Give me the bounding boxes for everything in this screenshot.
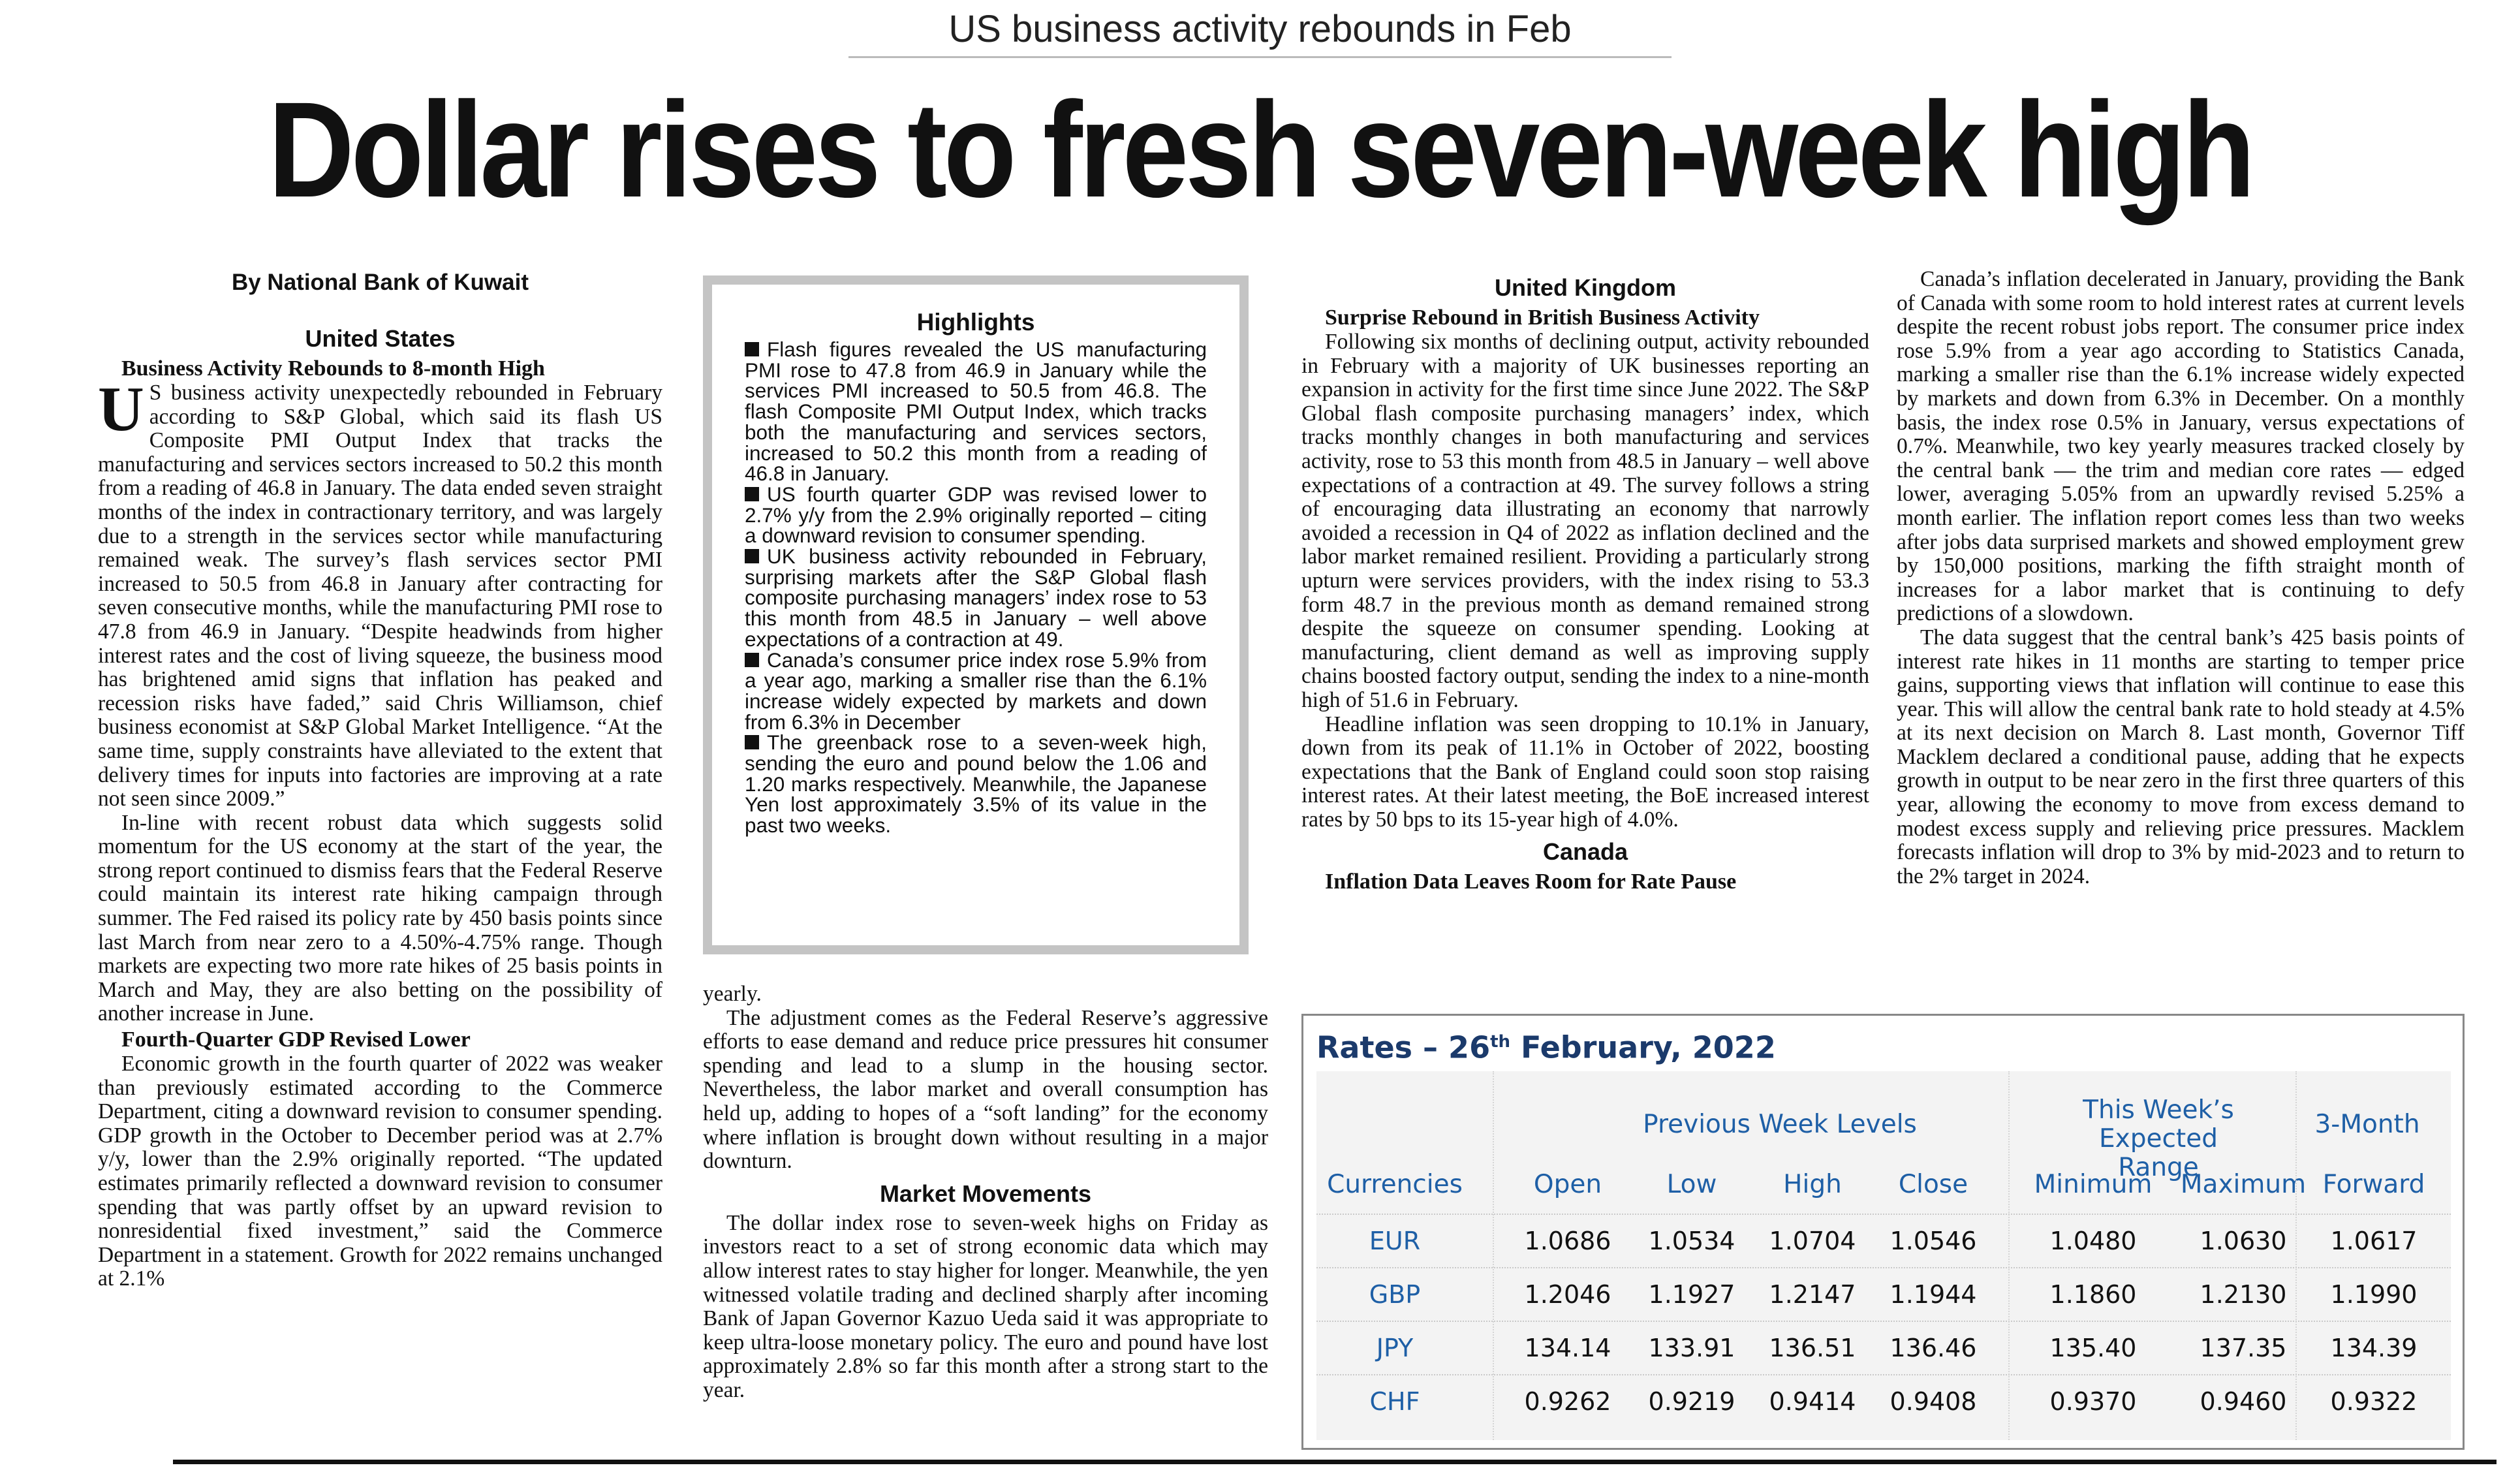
table-cell: 1.1944 xyxy=(1890,1280,1977,1309)
rates-table xyxy=(1301,1014,2465,1450)
table-cell: 0.9262 xyxy=(1524,1387,1611,1416)
group-previous-week: Previous Week Levels xyxy=(1643,1110,1917,1139)
highlight-item: The greenback rose to a seven-week high, sending the euro and pound below the 1.06 and 1.20 marks respectively. Meanwhile, the Japanese Yen lost approximately 3.5% of its value in the past two weeks. xyxy=(745,730,1207,838)
section-canada: Canada xyxy=(1542,838,1628,866)
us-para-3: Economic growth in the fourth quarter of 2022 was weaker than previously estimated according to the Commerce Department, citing a downward revision to consumer spending. GDP growth in the October to December period was at 2.7% y/y, lower than the 2.9% originally reported. “The updated estimates primarily reflected a downward revision to consumer spending that was partly offset by an upward revision to nonresidential fixed investment,” said the Commerce Department in a statement. Growth for 2022 remains unchanged at 2.1% xyxy=(98,1052,662,1291)
header-open: Open xyxy=(1533,1170,1602,1199)
header-low: Low xyxy=(1666,1170,1717,1199)
table-cell: 1.0546 xyxy=(1890,1227,1977,1255)
table-row-currency: JPY xyxy=(1376,1334,1414,1362)
table-cell: 1.2147 xyxy=(1769,1280,1856,1309)
uk-para-1: Following six months of declining output, activity rebounded in February with a majority of UK businesses reporting an expansion in activity for the first time since June 2022. The S&P Global flash composite purchasing managers’ index, which tracks monthly changes in both manufacturing and services activity, rose to 53 this month from 48.5 in January – well above expectations of a contraction at 49. The survey follows a string of encouraging data illustrating an economy that narrowly avoided a recession in Q4 of 2022 as inflation declined and the labor market remained resilient. Providing a particularly strong upturn were services providers, with the index rising to 53.3 form 48.7 in the previous month as demand remained strong despite the squeeze on consumer spending. Looking at manufacturing, client demand as well as improving supply chains boosted factory output, sending the index to a nine-month high of 51.6 in February. xyxy=(1301,330,1869,712)
table-row-currency: EUR xyxy=(1369,1227,1421,1255)
column-market xyxy=(703,982,1268,1403)
subhead-canada: Inflation Data Leaves Room for Rate Pause xyxy=(1325,870,1737,894)
column-uk xyxy=(1301,268,1869,894)
table-cell: 1.0480 xyxy=(2049,1227,2137,1255)
subhead-uk: Surprise Rebound in British Business Activity xyxy=(1325,306,1760,330)
us-para-2: In-line with recent robust data which suggests solid momentum for the US economy at the start of the year, the strong report continued to dismiss fears that the Federal Reserve could maintain its interest rate hiking campaign through summer. The Fed raised its policy rate by 450 basis points since last March from near zero to a 4.50%-4.75% range. Though markets are expecting two more rate hikes of 25 basis points in March and May, they are also betting on the possibility of another increase in June. xyxy=(98,810,662,1026)
drop-cap: U xyxy=(98,374,144,445)
footer-rule xyxy=(173,1460,2497,1464)
table-cell: 1.0617 xyxy=(2330,1227,2418,1255)
table-cell: 135.40 xyxy=(2049,1334,2137,1362)
highlight-item: UK business activity rebounded in February, surprising markets after the S&P Global flash composite purchasing managers’ index rose to 53 this month from 48.5 in January – well above expectations of a contraction at 49. xyxy=(745,544,1207,651)
table-cell: 1.0630 xyxy=(2200,1227,2287,1255)
square-bullet-icon xyxy=(745,653,759,667)
table-cell: 1.0704 xyxy=(1769,1227,1856,1255)
highlight-item: Flash figures revealed the US manufacturing PMI rose to 47.8 from 46.9 in January while the services PMI increased to 50.5 from 46.8. The flash Composite PMI Output Index, which tracks both the manufacturing and services sectors, increased to 50.2 this month from a reading of 46.8 in January. xyxy=(745,337,1207,486)
rates-grid xyxy=(1316,1071,2451,1440)
table-cell: 134.39 xyxy=(2330,1334,2418,1362)
table-cell: 1.2130 xyxy=(2200,1280,2287,1309)
table-cell: 0.9460 xyxy=(2200,1387,2287,1416)
table-row-currency: CHF xyxy=(1369,1387,1420,1416)
header-high: High xyxy=(1783,1170,1842,1199)
uk-para-2: Headline inflation was seen dropping to 10.1% in January, down from its peak of 11.1% in October of 2022, boosting expectations that the Bank of England could soon stop raising interest rates. At their latest meeting, the BoE increased interest rates by 50 bps to its 15-year high of 4.0%. xyxy=(1301,712,1869,832)
table-cell: 1.1990 xyxy=(2330,1280,2418,1309)
section-united-kingdom: United Kingdom xyxy=(1495,274,1676,301)
square-bullet-icon xyxy=(745,487,759,501)
square-bullet-icon xyxy=(745,735,759,749)
headline: Dollar rises to fresh seven-week high xyxy=(268,74,2252,226)
table-cell: 1.2046 xyxy=(1524,1280,1611,1309)
highlight-item: US fourth quarter GDP was revised lower to 2.7% y/y from the 2.9% originally reported – citing a downward revision to consumer spending. xyxy=(745,482,1207,548)
header-forward: Forward xyxy=(2322,1170,2425,1199)
group-3-month: 3-Month xyxy=(2314,1110,2420,1139)
column-canada xyxy=(1897,268,2465,888)
subhead-gdp: Fourth-Quarter GDP Revised Lower xyxy=(121,1027,471,1052)
byline: By National Bank of Kuwait xyxy=(231,270,529,295)
table-row-currency: GBP xyxy=(1369,1280,1421,1309)
subhead-business-activity: Business Activity Rebounds to 8-month High xyxy=(121,356,545,381)
rates-title: Rates – 26th February, 2022 xyxy=(1316,1029,1776,1065)
square-bullet-icon xyxy=(745,549,759,563)
highlights-title: Highlights xyxy=(916,309,1035,336)
header-maximum: Maximum xyxy=(2180,1170,2307,1199)
table-cell: 1.0686 xyxy=(1524,1227,1611,1255)
us-para-1: U S business activity unexpectedly rebounded in February according to S&P Global, which said its flash US Composite PMI Output Index that tracks the manufacturing and services sectors increased to 50.2 this month from a reading of 46.8 in January. The data ended seven straight months of the index in contractionary territory, and was largely due to a strength in the services sector while manufacturing remained weak. The survey’s flash services sector PMI increased to 50.5 from 46.8 in January after contracting for seven consecutive months, while the manufacturing PMI rose to 47.8 from 46.9 in January. “Despite headwinds from higher interest rates and the cost of living squeeze, the business mood has brightened amid signs that inflation has peaked and recession risks have faded,” said Chris Williamson, chief business economist at S&P Global Market Intelligence. “At the same time, supply constraints have alleviated to the extent that delivery times for inputs into factories are improving at a rate not seen since 2009.” xyxy=(98,374,662,811)
canada-para-2: The data suggest that the central bank’s 425 basis points of interest rate hikes in 11 months are starting to temper price gains, supporting views that inflation will continue to ease this year. This will allow the central bank rate to hold steady at 4.5% at its next decision on March 8. Last month, Governor Tiff Macklem declared a conditional pause, adding that he expects growth in output to be near zero in the first three quarters of this year, allowing the economy to move from excess demand to modest excess supply and relieving price pressures. Macklem forecasts inflation will drop to 3% by mid-2023 and to return to the 2% target in 2024. xyxy=(1897,625,2465,888)
table-cell: 136.46 xyxy=(1890,1334,1977,1362)
kicker: US business activity rebounds in Feb xyxy=(848,7,1672,58)
table-cell: 0.9370 xyxy=(2049,1387,2137,1416)
table-cell: 137.35 xyxy=(2200,1334,2287,1362)
header-minimum: Minimum xyxy=(2034,1170,2153,1199)
canada-para-1: Canada’s inflation decelerated in January, providing the Bank of Canada with some room to hold interest rates at current levels despite the recent robust jobs report. The consumer price index rose 5.9% from a year ago according to Statistics Canada, marking a smaller rise than the 6.1% increase widely expected by markets and down from 6.3% in December. On a monthly basis, the index rose 0.5% in January, versus expectations of 0.7%. Meanwhile, two key yearly measures tracked closely by the central bank — the trim and median core rates — edged lower, averaging 5.05% from an upwardly revised 5.25% a month earlier. The inflation report comes less than two weeks after jobs data surprised markets and showed employment grew by 150,000 positions, marking the fifth straight month of increases for a labor market that is continuing to defy predictions of a slowdown. xyxy=(1897,267,2465,626)
group-expected-range: This Week’s Expected Range xyxy=(2083,1095,2234,1182)
adjustment-para: The adjustment comes as the Federal Reserve’s aggressive efforts to ease demand and reduce price pressures hit consumer spending and lead to a slump in the housing sector. Nevertheless, the labor market and overall consumption has held up, adding to hopes of a “soft landing” for the economy where inflation is brought down without resulting in a major downturn. xyxy=(703,1005,1268,1174)
highlights-box xyxy=(703,275,1249,954)
table-cell: 134.14 xyxy=(1524,1334,1611,1362)
table-cell: 0.9322 xyxy=(2330,1387,2418,1416)
table-cell: 1.1860 xyxy=(2049,1280,2137,1309)
table-cell: 1.1927 xyxy=(1648,1280,1735,1309)
market-para: The dollar index rose to seven-week highs on Friday as investors react to a set of strong economic data which may allow interest rates to stay higher for longer. Meanwhile, the yen witnessed volatile trading and declined sharply after incoming Bank of Japan Governor Kazuo Ueda said it was appropriate to keep ultra-loose monetary policy. The euro and pound have lost approximately 2.8% so far this month after a strong start to the year. xyxy=(703,1210,1268,1402)
column-us xyxy=(98,268,662,1291)
table-cell: 0.9408 xyxy=(1890,1387,1977,1416)
table-cell: 0.9414 xyxy=(1769,1387,1856,1416)
header-currencies: Currencies xyxy=(1327,1170,1463,1199)
table-cell: 0.9219 xyxy=(1648,1387,1735,1416)
header-close: Close xyxy=(1898,1170,1968,1199)
section-market-movements: Market Movements xyxy=(879,1180,1092,1207)
table-cell: 1.0534 xyxy=(1648,1227,1735,1255)
square-bullet-icon xyxy=(745,342,759,356)
gdp-continued: yearly. xyxy=(703,982,762,1006)
highlight-item: Canada’s consumer price index rose 5.9% from a year ago, marking a smaller rise than the 6.1% increase widely expected by markets and down from 6.3% in December xyxy=(745,648,1207,734)
table-cell: 133.91 xyxy=(1648,1334,1735,1362)
section-united-states: United States xyxy=(305,325,456,352)
table-cell: 136.51 xyxy=(1769,1334,1856,1362)
